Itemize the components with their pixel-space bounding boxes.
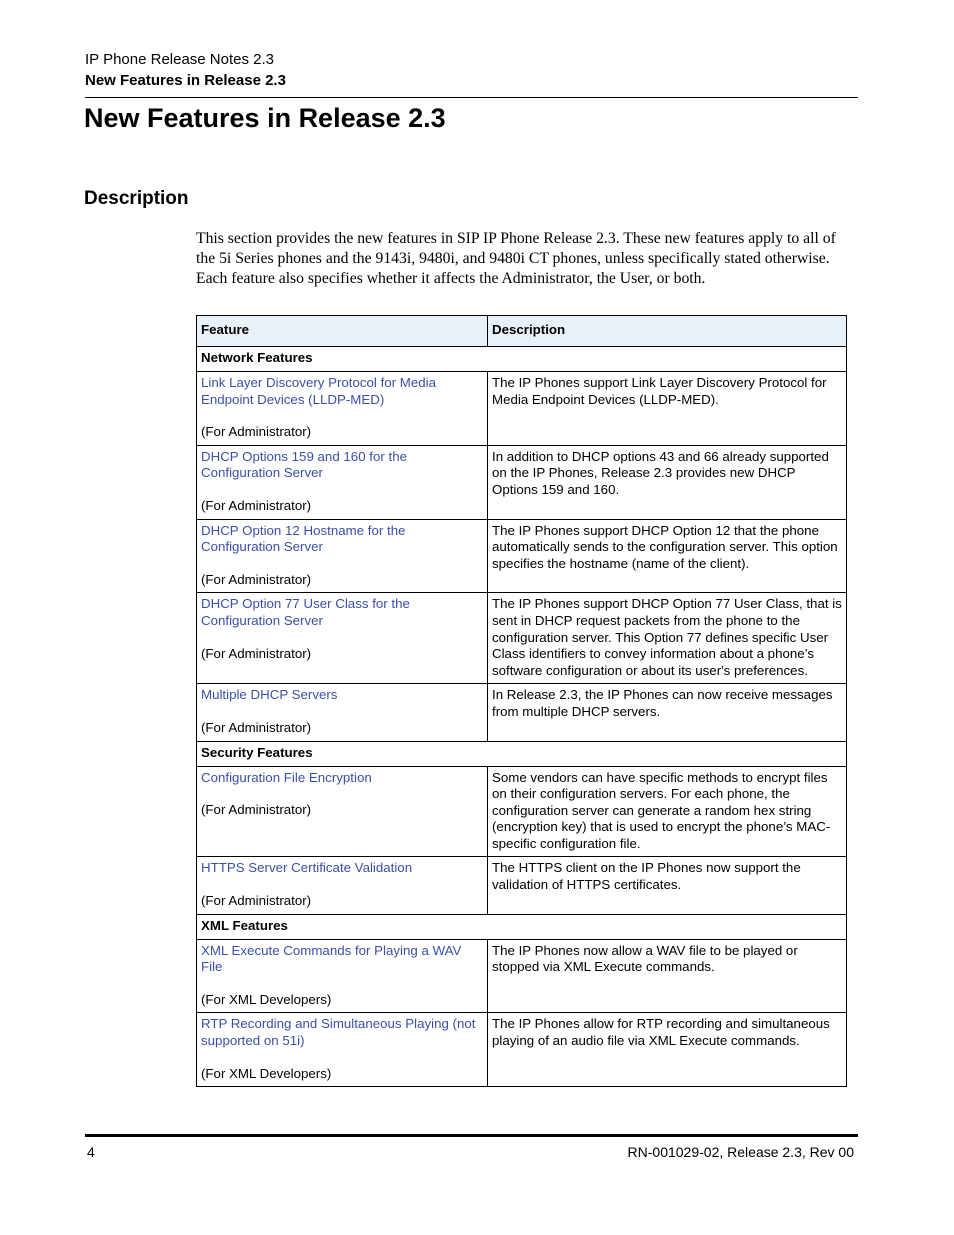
feature-audience: (For Administrator)	[201, 645, 312, 661]
feature-cell	[197, 939, 488, 1013]
feature-link[interactable]: HTTPS Server Certificate Validation	[201, 860, 413, 876]
group-row	[197, 914, 847, 939]
table-row	[197, 593, 847, 684]
feature-description: The IP Phones support Link Layer Discovery Protocol for Media Endpoint Devices (LLDP-MED).	[488, 372, 847, 446]
table-row	[197, 939, 847, 1013]
running-header-title: IP Phone Release Notes 2.3	[85, 51, 275, 68]
features-table	[196, 315, 847, 1087]
feature-audience: (For XML Developers)	[201, 1065, 332, 1081]
feature-audience: (For Administrator)	[201, 497, 312, 513]
table-row	[197, 372, 847, 446]
feature-link[interactable]: DHCP Options 159 and 160 for the Configuration Server	[201, 448, 407, 481]
feature-link[interactable]: DHCP Option 77 User Class for the Configuration Server	[201, 596, 410, 628]
feature-audience: (For XML Developers)	[201, 991, 332, 1007]
feature-description: The IP Phones now allow a WAV file to be played or stopped via XML Execute commands.	[488, 939, 847, 1013]
feature-cell	[197, 766, 488, 857]
feature-link[interactable]: RTP Recording and Simultaneous Playing (not supported on 51i)	[201, 1016, 476, 1049]
feature-description: In addition to DHCP options 43 and 66 already supported on the IP Phones, Release 2.3 provides new DHCP Options 159 and 160.	[488, 445, 847, 519]
feature-audience: (For Administrator)	[201, 802, 312, 818]
column-header-description: Description	[488, 316, 847, 347]
table-body	[197, 347, 847, 1087]
group-row	[197, 741, 847, 766]
feature-cell	[197, 1013, 488, 1087]
group-heading: XML Features	[197, 914, 847, 939]
running-header-section: New Features in Release 2.3	[85, 72, 286, 89]
feature-audience: (For Administrator)	[201, 893, 312, 909]
group-row	[197, 347, 847, 372]
feature-description: In Release 2.3, the IP Phones can now receive messages from multiple DHCP servers.	[488, 684, 847, 741]
table-row	[197, 1013, 847, 1087]
table-row	[197, 766, 847, 857]
feature-cell	[197, 445, 488, 519]
footer-rule	[85, 1134, 858, 1137]
feature-link[interactable]: Link Layer Discovery Protocol for Media Endpoint Devices (LLDP-MED)	[201, 375, 437, 407]
page-number: 4	[87, 1144, 95, 1160]
feature-audience: (For Administrator)	[201, 571, 312, 587]
feature-cell	[197, 857, 488, 914]
section-heading: Description	[84, 188, 189, 209]
feature-description: The IP Phones allow for RTP recording and simultaneous playing of an audio file via XML Execute commands.	[488, 1013, 847, 1087]
feature-cell	[197, 519, 488, 593]
document-id: RN-001029-02, Release 2.3, Rev 00	[627, 1144, 854, 1160]
feature-description: The HTTPS client on the IP Phones now support the validation of HTTPS certificates.	[488, 857, 847, 914]
feature-description: Some vendors can have specific methods to encrypt files on their configuration servers. For each phone, the configuration server can generate a random hex string (encryption key) that is used to encrypt the phone’s MAC-specific configuration file.	[488, 766, 847, 857]
intro-paragraph: This section provides the new features in SIP IP Phone Release 2.3. These new features apply to all of the 5i Series phones and the 9143i, 9480i, and 9480i CT phones, unless specifically stated otherwise. Each feature also specifies whether it affects the Administrator, the User, or both.	[196, 230, 836, 287]
feature-link[interactable]: Multiple DHCP Servers	[201, 687, 338, 703]
feature-audience: (For Administrator)	[201, 719, 312, 735]
page-title: New Features in Release 2.3	[84, 103, 446, 133]
feature-description: The IP Phones support DHCP Option 12 that the phone automatically sends to the configuration server. This option specifies the hostname (name of the client).	[488, 519, 847, 593]
feature-link[interactable]: Configuration File Encryption	[201, 769, 372, 785]
feature-cell	[197, 372, 488, 446]
feature-cell	[197, 684, 488, 741]
feature-link[interactable]: XML Execute Commands for Playing a WAV File	[201, 942, 462, 975]
header-rule	[85, 97, 858, 98]
table-row	[197, 857, 847, 914]
group-heading: Security Features	[197, 741, 847, 766]
column-header-feature: Feature	[197, 316, 488, 347]
group-heading: Network Features	[197, 347, 847, 372]
feature-audience: (For Administrator)	[201, 424, 312, 440]
feature-link[interactable]: DHCP Option 12 Hostname for the Configuration Server	[201, 522, 406, 555]
table-row	[197, 445, 847, 519]
table-header-row	[197, 316, 847, 347]
feature-cell	[197, 593, 488, 684]
table-row	[197, 684, 847, 741]
table-row	[197, 519, 847, 593]
feature-description: The IP Phones support DHCP Option 77 User Class, that is sent in DHCP request packets from the phone to the configuration server. This Option 77 defines specific User Class identifiers to convey information about a phone’s software configuration or about its user's preferences.	[488, 593, 847, 684]
